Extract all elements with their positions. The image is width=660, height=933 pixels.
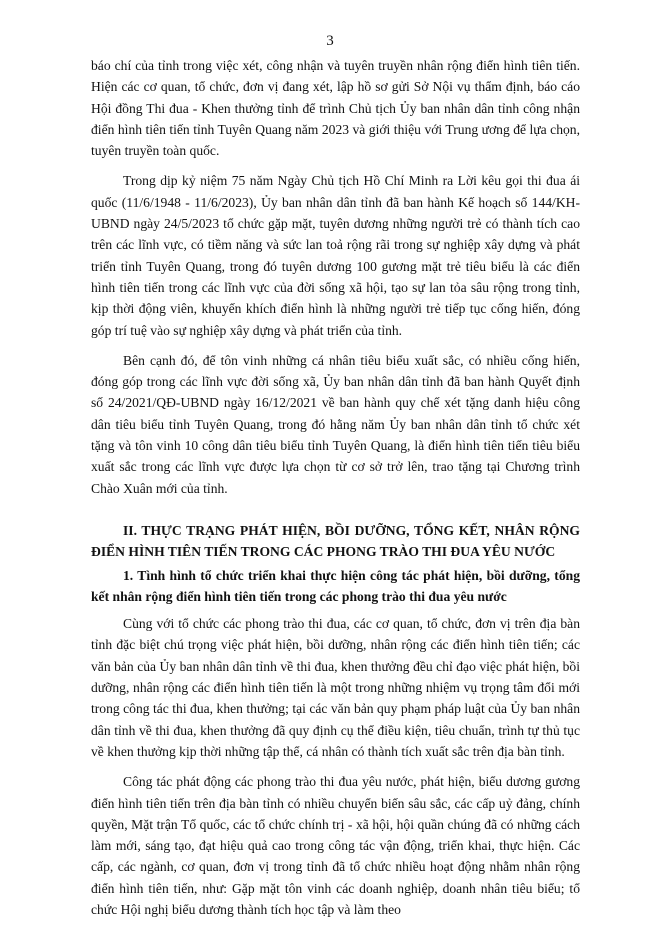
paragraph-launch-activities: Công tác phát động các phong trào thi đua yêu nước, phát hiện, biểu dương gương điển hình tiên tiến trên địa bàn tỉnh có nhiều chuyển biến sâu sắc, các cấp uỷ đảng, chính quyền, Mặt trận Tổ quốc, các tổ chức chính trị - xã hội, hội quần chúng đã có những cách làm mới, sáng tạo, đạt hiệu quả cao trong công tác vận động, triển khai, thực hiện. Các cấp, các ngành, cơ quan, đơn vị trong tỉnh đã tổ chức nhiều hoạt động nhằm nhân rộng điển hình tiên tiến, như: Gặp mặt tôn vinh các doanh nghiệp, doanh nhân tiêu biểu; tổ chức Hội nghị biểu dương thành tích học tập và làm theo bbox=[91, 774, 580, 917]
section-heading-ii: II. THỰC TRẠNG PHÁT HIỆN, BỒI DƯỠNG, TỔNG KẾT, NHÂN RỘNG ĐIỂN HÌNH TIÊN TIẾN TRONG CÁC PHONG TRÀO THI ĐUA YÊU NƯỚC bbox=[91, 522, 580, 560]
page-number: 3 bbox=[326, 33, 334, 49]
paragraph-emulation-movements: Cùng với tổ chức các phong trào thi đua, các cơ quan, tổ chức, đơn vị trên địa bàn tỉnh đặc biệt chú trọng việc phát hiện, bồi dưỡng, nhân rộng các điển hình tiên tiến; các văn bản của Ủy ban nhân dân tỉnh về thi đua, khen thưởng đều chỉ đạo việc phát hiện, bồi dưỡng, nhân rộng các điển hình tiên tiến là một trong những nhiệm vụ trọng tâm đổi mới trong công tác thi đua, khen thưởng; tại các văn bản quy phạm pháp luật của Ủy ban nhân dân tỉnh về thi đua, khen thưởng đã quy định cụ thể điều kiện, tiêu chuẩn, trình tự thủ tục về khen thưởng kịp thời những tập thể, cá nhân có thành tích xuất sắc trên địa bàn tỉnh. bbox=[91, 616, 580, 759]
paragraph-anniversary-plan: Trong dịp kỷ niệm 75 năm Ngày Chủ tịch Hồ Chí Minh ra Lời kêu gọi thi đua ái quốc (11/6/1948 - 11/6/2023), Ủy ban nhân dân tỉnh đã ban hành Kế hoạch số 144/KH-UBND ngày 24/5/2023 tổ chức gặp mặt, tuyên dương những người trẻ có thành tích cao trên các lĩnh vực, có tiềm năng và sức lan toả rộng rãi trong sự nghiệp xây dựng và phát triển tỉnh Tuyên Quang, trong đó tuyên dương 100 gương mặt trẻ tiêu biểu là các điển hình tiên tiến trong các lĩnh vực của đời sống xã hội, tạo sự lan tỏa sâu rộng trong tỉnh, kịp thời động viên, khuyến khích điển hình là những người trẻ tiếp tục cống hiến, đóng góp trí tuệ vào sự nghiệp xây dựng và phát triển của tỉnh. bbox=[91, 173, 580, 338]
subsection-heading-1: 1. Tình hình tổ chức triển khai thực hiện công tác phát hiện, bồi dưỡng, tổng kết nhân rộng điển hình tiên tiến trong các phong trào thi đua yêu nước bbox=[91, 567, 580, 604]
paragraph-continuation: báo chí của tỉnh trong việc xét, công nhận và tuyên truyền nhân rộng điển hình tiên tiến. Hiện các cơ quan, tổ chức, đơn vị đang xét, lập hồ sơ gửi Sở Nội vụ thẩm định, báo cáo Hội đồng Thi đua - Khen thưởng tỉnh để trình Chủ tịch Ủy ban nhân dân tỉnh công nhận điển hình tiên tiến tỉnh Tuyên Quang năm 2023 và giới thiệu với Trung ương để lựa chọn, tuyên truyền toàn quốc. bbox=[91, 58, 580, 159]
paragraph-exemplary-citizens: Bên cạnh đó, để tôn vinh những cá nhân tiêu biểu xuất sắc, có nhiều cống hiến, đóng góp trong các lĩnh vực đời sống xã, Ủy ban nhân dân tỉnh đã ban hành Quyết định số 24/2021/QĐ-UBND ngày 16/12/2021 về ban hành quy chế xét tặng danh hiệu công dân tiêu biểu tỉnh Tuyên Quang, trong đó hằng năm Ủy ban nhân dân tỉnh tổ chức xét tặng và tôn vinh 10 công dân tiêu biểu tỉnh Tuyên Quang, là điển hình tiên tiến tiêu biểu xuất sắc trong các lĩnh vực được lựa chọn từ cơ sở trở lên, trao tặng tại Chương trình Chào Xuân mới của tỉnh. bbox=[91, 352, 580, 496]
document-body bbox=[91, 55, 580, 929]
